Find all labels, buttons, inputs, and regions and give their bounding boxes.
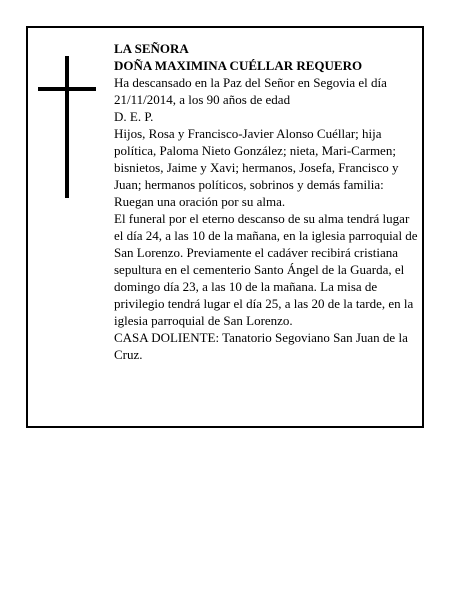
cross-vertical-bar xyxy=(65,56,69,198)
notice-text xyxy=(114,40,418,363)
family-list: Hijos, Rosa y Francisco-Javier Alonso Cuéllar; hija política, Paloma Nieto González; nieta, Mari-Carmen; bisnietos, Jaime y Xavi; hermanos, Josefa, Francisco y Juan; hermanos políticos, sobrinos y demás familia: xyxy=(114,126,399,192)
death-info: Ha descansado en la Paz del Señor en Segovia el día 21/11/2014, a los 90 años de edad xyxy=(114,75,387,107)
notice-title: LA SEÑORA xyxy=(114,41,189,56)
funeral-home: CASA DOLIENTE: Tanatorio Segoviano San Juan de la Cruz. xyxy=(114,330,408,362)
funeral-info: El funeral por el eterno descanso de su alma tendrá lugar el día 24, a las 10 de la mañana, en la iglesia parroquial de San Lorenzo. Previamente el cadáver recibirá cristiana sepultura en el cementerio Santo Ángel de la Guarda, el domingo día 23, a las 10 de la mañana. La misa de privilegio tendrá lugar el día 25, a las 20 de la tarde, en la iglesia parroquial de San Lorenzo. xyxy=(114,211,418,328)
cross-icon xyxy=(38,56,96,198)
cross-horizontal-bar xyxy=(38,87,96,91)
obituary-notice xyxy=(26,26,424,428)
prayer-request: Ruegan una oración por su alma. xyxy=(114,194,286,209)
rest-in-peace: D. E. P. xyxy=(114,109,154,124)
deceased-name: DOÑA MAXIMINA CUÉLLAR REQUERO xyxy=(114,58,363,73)
